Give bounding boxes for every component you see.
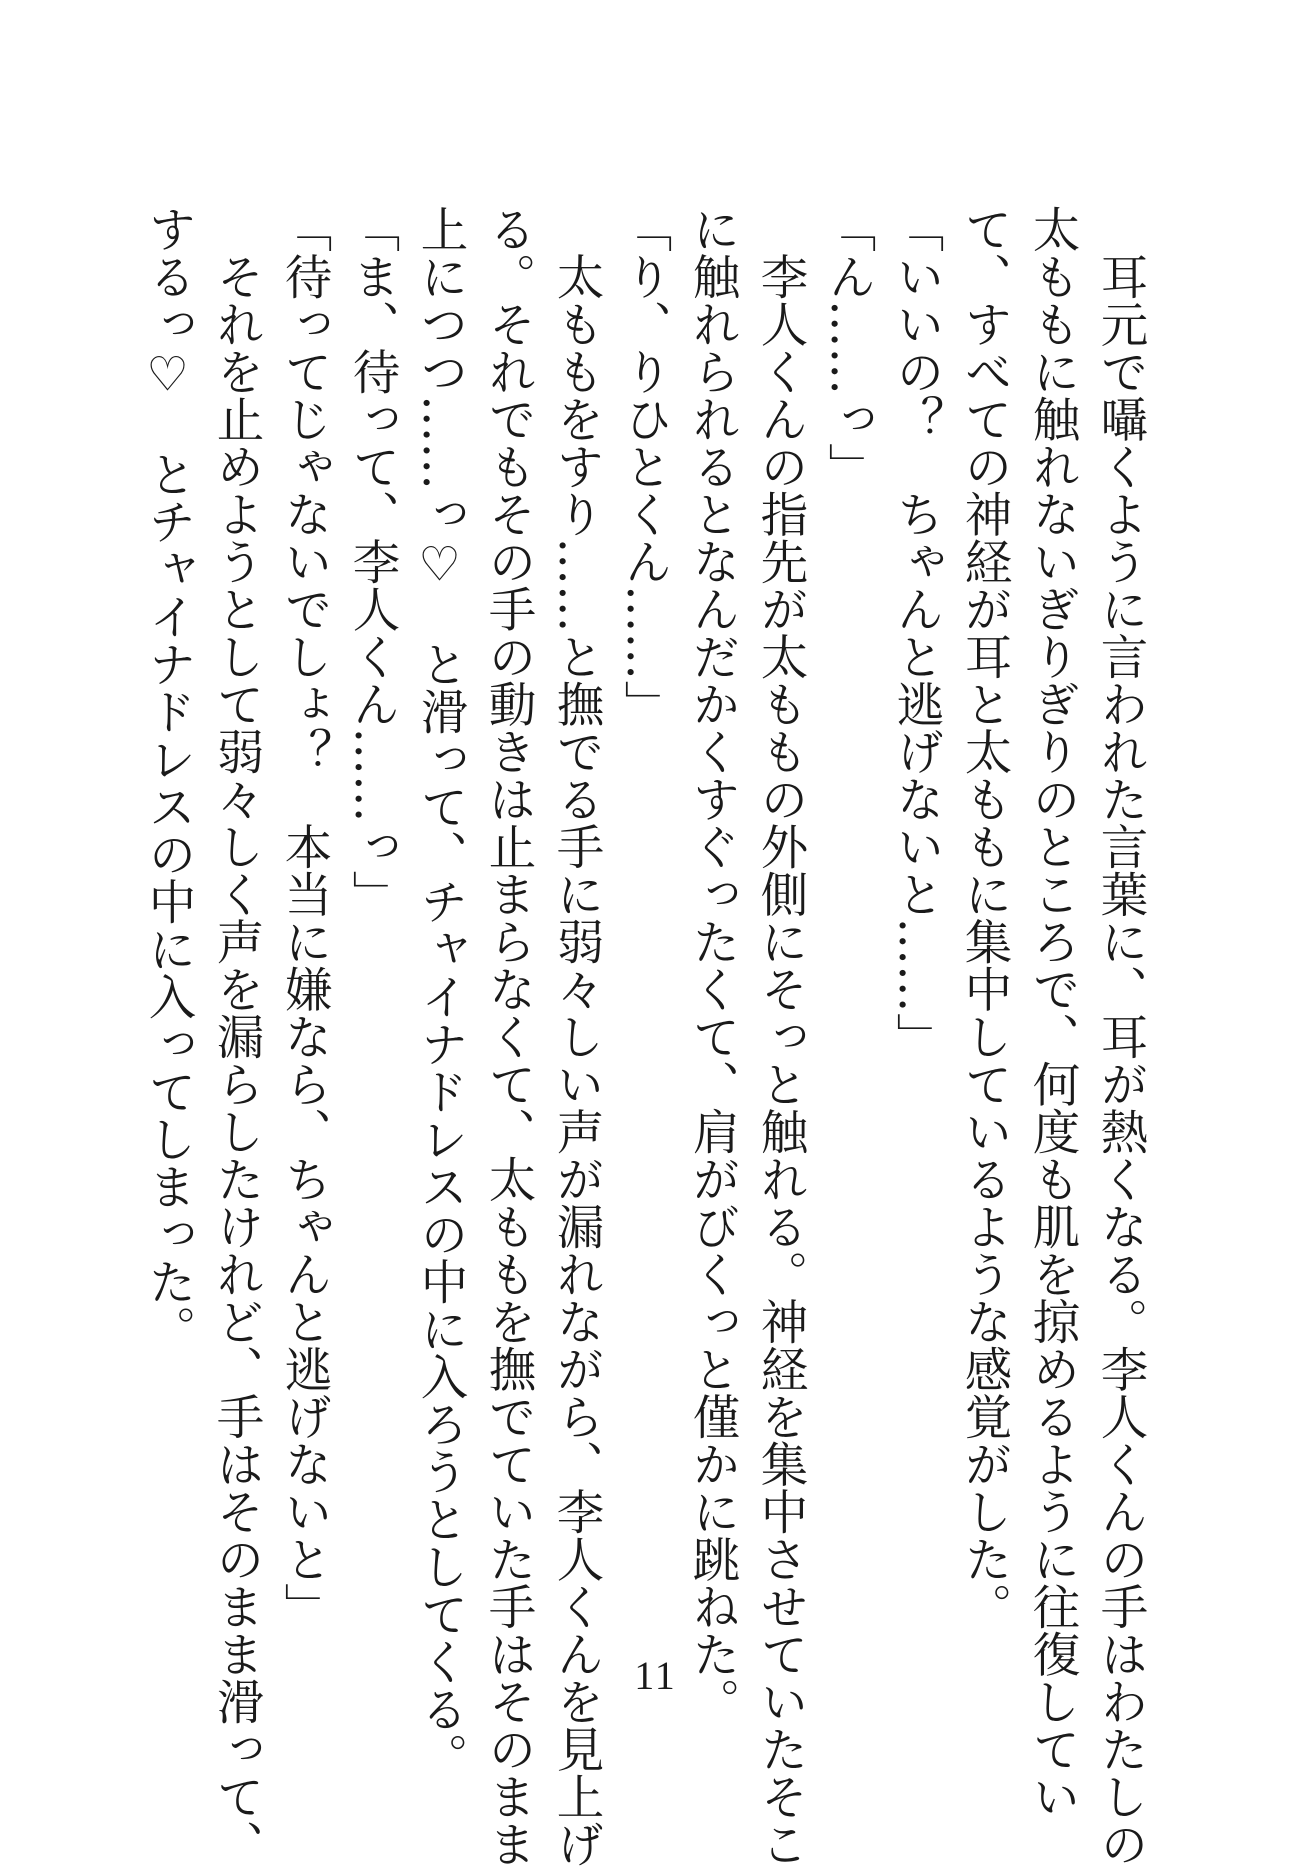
text-line-3: て、すべての神経が耳と太ももに集中しているような感覚がした。	[956, 205, 1011, 1630]
text-line-12: 「ま、待って、李人くん……っ」	[344, 205, 399, 918]
text-line-6: 李人くんの指先が太ももの外側にそっと触れる。神経を集中させていたそこ	[752, 205, 807, 1868]
text-line-13: 「待ってじゃないでしょ？ 本当に嫌なら、ちゃんと逃げないと」	[276, 205, 331, 1630]
text-line-9: 太ももをすり……と撫でる手に弱々しい声が漏れながら、李人くんを見上げ	[548, 205, 603, 1868]
text-line-10: る。それでもその手の動きは止まらなくて、太ももを撫でていた手はそのまま	[480, 205, 535, 1868]
text-line-7: に触れられるとなんだかくすぐったくて、肩がびくっと僅かに跳ねた。	[684, 205, 739, 1725]
text-line-11: 上につつ……っ♡ と滑って、チャイナドレスの中に入ろうとしてくる。	[412, 205, 467, 1780]
text-line-15: するっ♡ とチャイナドレスの中に入ってしまった。	[140, 205, 195, 1353]
text-line-1: 耳元で囁くように言われた言葉に、耳が熱くなる。李人くんの手はわたしの	[1092, 205, 1147, 1868]
text-line-4: 「いいの？ ちゃんと逃げないと……」	[888, 205, 943, 1060]
text-line-2: 太ももに触れないぎりぎりのところで、何度も肌を掠めるように往復してい	[1024, 205, 1079, 1820]
text-line-5: 「ん……っ」	[820, 205, 875, 490]
text-line-14: それを止めようとして弱々しく声を漏らしたけれど、手はそのまま滑って、	[208, 205, 263, 1868]
text-line-8: 「り、りひとくん……」	[616, 205, 671, 728]
page-number: 11	[634, 1653, 677, 1698]
